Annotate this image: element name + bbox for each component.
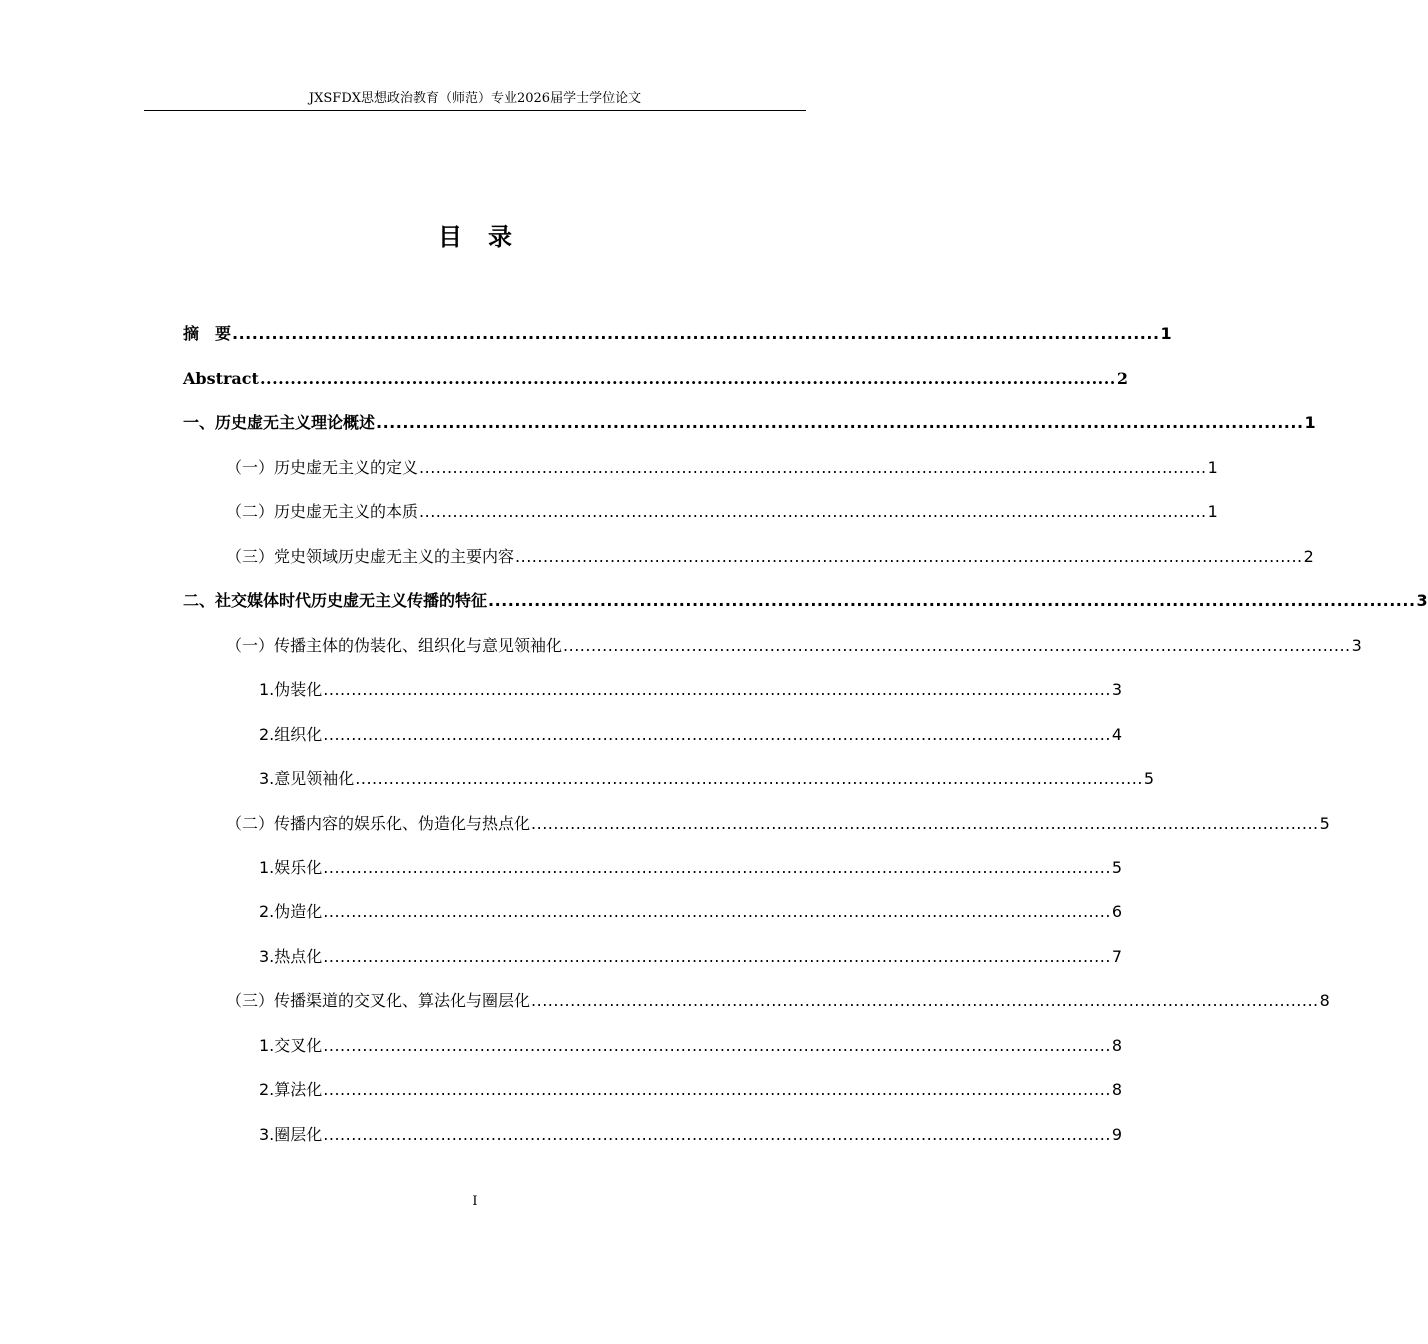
toc-entry-chapter-2[interactable] xyxy=(183,588,1428,612)
toc-entry-label: 摘 要 xyxy=(183,324,232,343)
toc-entry-item-2-2-1[interactable] xyxy=(259,855,1123,879)
toc-entry-label: 1.伪装化 xyxy=(259,680,323,699)
toc-entry-label: 2.组织化 xyxy=(259,725,323,744)
toc-entry-label: （一）历史虚无主义的定义 xyxy=(226,458,419,477)
toc-leader: ............................................................................................................................................. xyxy=(259,369,1116,388)
toc-entry-page: 8 xyxy=(1319,991,1330,1010)
toc-entry-chapter-1[interactable] xyxy=(183,410,1316,434)
toc-entry-section-1-1[interactable] xyxy=(226,455,1218,479)
toc-entry-page: 6 xyxy=(1111,902,1123,921)
toc-entry-label: 3.热点化 xyxy=(259,947,323,966)
toc-entry-page: 1 xyxy=(1304,413,1316,432)
toc-leader: ............................................................................................................................................. xyxy=(531,991,1319,1010)
toc-entry-item-2-3-2[interactable] xyxy=(259,1077,1123,1101)
toc-entry-section-2-1[interactable] xyxy=(226,633,1362,657)
toc-leader: ............................................................................................................................................. xyxy=(323,725,1111,744)
toc-entry-label: 一、历史虚无主义理论概述 xyxy=(183,413,376,432)
toc-entry-abstract-en[interactable] xyxy=(183,366,1128,390)
toc-leader: ............................................................................................................................................. xyxy=(323,1036,1111,1055)
toc-entry-page: 3 xyxy=(1416,591,1428,610)
toc-entry-section-2-2[interactable] xyxy=(226,811,1330,835)
toc-entry-item-2-1-1[interactable] xyxy=(259,677,1123,701)
toc-entry-page: 5 xyxy=(1111,858,1123,877)
toc-leader: ............................................................................................................................................. xyxy=(232,324,1160,343)
toc-leader: ............................................................................................................................................. xyxy=(355,769,1143,788)
running-header: JXSFDX思想政治教育（师范）专业2026届学士学位论文 xyxy=(308,91,642,106)
toc-leader: ............................................................................................................................................. xyxy=(419,502,1207,521)
toc-entry-label: 1.娱乐化 xyxy=(259,858,323,877)
toc-leader: ............................................................................................................................................. xyxy=(376,413,1304,432)
toc-entry-page: 9 xyxy=(1111,1125,1123,1144)
toc-entry-page: 5 xyxy=(1143,769,1155,788)
toc-entry-label: 2.算法化 xyxy=(259,1080,323,1099)
toc-entry-page: 1 xyxy=(1207,458,1218,477)
toc-entry-page: 1 xyxy=(1207,502,1218,521)
toc-entry-abstract-cn[interactable] xyxy=(183,321,1172,345)
toc-entry-label: 二、社交媒体时代历史虚无主义传播的特征 xyxy=(183,591,488,610)
toc-entry-label: 3.圈层化 xyxy=(259,1125,323,1144)
toc-entry-page: 4 xyxy=(1111,725,1123,744)
toc-entry-item-2-1-3[interactable] xyxy=(259,766,1155,790)
toc-entry-page: 5 xyxy=(1319,814,1330,833)
toc-entry-label: （三）党史领域历史虚无主义的主要内容 xyxy=(226,547,515,566)
toc-entry-item-2-2-2[interactable] xyxy=(259,899,1123,923)
toc-leader: ............................................................................................................................................. xyxy=(515,547,1303,566)
toc-entry-label: 1.交叉化 xyxy=(259,1036,323,1055)
toc-entry-page: 3 xyxy=(1351,636,1362,655)
toc-entry-label: Abstract xyxy=(183,369,259,388)
toc-entry-label: （一）传播主体的伪装化、组织化与意见领袖化 xyxy=(226,636,563,655)
toc-entry-page: 1 xyxy=(1160,324,1172,343)
toc-entry-item-2-2-3[interactable] xyxy=(259,944,1123,968)
toc-entry-page: 2 xyxy=(1303,547,1314,566)
toc-entry-page: 3 xyxy=(1111,680,1123,699)
toc-entry-item-2-3-3[interactable] xyxy=(259,1122,1123,1146)
toc-entry-section-2-3[interactable] xyxy=(226,988,1330,1012)
toc-leader: ............................................................................................................................................. xyxy=(419,458,1207,477)
toc-entry-section-1-3[interactable] xyxy=(226,544,1314,568)
toc-entry-page: 2 xyxy=(1116,369,1128,388)
toc-entry-section-1-2[interactable] xyxy=(226,499,1218,523)
page-number: I xyxy=(472,1194,478,1209)
toc-leader: ............................................................................................................................................. xyxy=(323,1125,1111,1144)
page-title: 目录 xyxy=(438,223,538,251)
toc-leader: ............................................................................................................................................. xyxy=(563,636,1351,655)
toc-leader: ............................................................................................................................................. xyxy=(323,680,1111,699)
toc-leader: ............................................................................................................................................. xyxy=(323,902,1111,921)
toc-entry-page: 8 xyxy=(1111,1080,1123,1099)
toc-leader: ............................................................................................................................................. xyxy=(323,858,1111,877)
toc-entry-label: （二）传播内容的娱乐化、伪造化与热点化 xyxy=(226,814,531,833)
toc-entry-label: （三）传播渠道的交叉化、算法化与圈层化 xyxy=(226,991,531,1010)
toc-entry-item-2-1-2[interactable] xyxy=(259,722,1123,746)
toc-leader: ............................................................................................................................................. xyxy=(323,1080,1111,1099)
toc-entry-page: 7 xyxy=(1111,947,1123,966)
toc-entry-label: 3.意见领袖化 xyxy=(259,769,355,788)
toc-leader: ............................................................................................................................................. xyxy=(531,814,1319,833)
toc-leader: ............................................................................................................................................. xyxy=(488,591,1416,610)
toc-entry-item-2-3-1[interactable] xyxy=(259,1033,1123,1057)
toc-entry-page: 8 xyxy=(1111,1036,1123,1055)
toc-entry-label: 2.伪造化 xyxy=(259,902,323,921)
toc-leader: ............................................................................................................................................. xyxy=(323,947,1111,966)
toc-entry-label: （二）历史虚无主义的本质 xyxy=(226,502,419,521)
